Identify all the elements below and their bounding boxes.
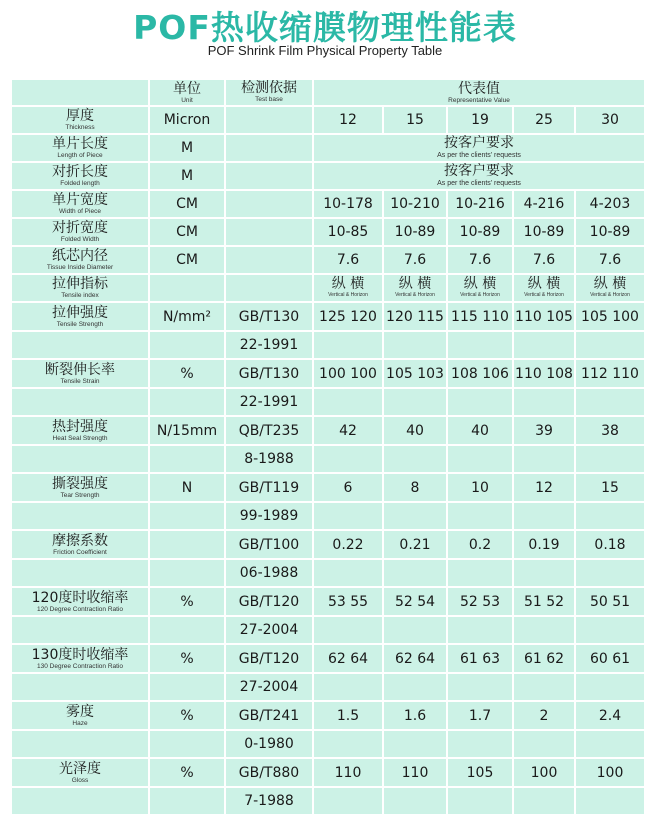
- row-unit: [149, 530, 225, 559]
- value-cell: 7.6: [313, 246, 383, 274]
- row-std: [225, 246, 313, 274]
- value-cell: 110: [383, 758, 447, 787]
- row-std: 22-1991: [225, 388, 313, 416]
- row-label: 130度时收缩率 130 Degree Contraction Ratio: [11, 644, 149, 673]
- table-row: [11, 359, 645, 388]
- value-cell: 52 54: [383, 587, 447, 616]
- row-std: GB/T119: [225, 473, 313, 502]
- value-cell: 15: [383, 106, 447, 134]
- row-label: 单片宽度 Width of Piece: [11, 190, 149, 218]
- row-unit: [149, 274, 225, 302]
- row-std: 27-2004: [225, 616, 313, 644]
- table-row: [11, 673, 645, 701]
- row-label: 断裂伸长率 Tensile Strain: [11, 359, 149, 388]
- value-cell: 42: [313, 416, 383, 445]
- value-cell: 10-89: [513, 218, 575, 246]
- header-representative: 代表值 Representative Value: [313, 79, 645, 106]
- value-cell: 12: [513, 473, 575, 502]
- table-row: [11, 644, 645, 673]
- page-subtitle: POF Shrink Film Physical Property Table: [207, 43, 443, 58]
- value-cell: 7.6: [513, 246, 575, 274]
- row-label: 厚度 Thickness: [11, 106, 149, 134]
- row-std: 99-1989: [225, 502, 313, 530]
- table-row: [11, 559, 645, 587]
- row-label: 对折宽度 Folded Width: [11, 218, 149, 246]
- row-unit: %: [149, 758, 225, 787]
- value-cell: 10-89: [383, 218, 447, 246]
- value-cell: 40: [447, 416, 513, 445]
- value-cell: 15: [575, 473, 645, 502]
- row-std: [225, 134, 313, 162]
- value-cell: 105 100: [575, 302, 645, 331]
- table-row: [11, 701, 645, 730]
- value-cell: 60 61: [575, 644, 645, 673]
- value-cell: 10-85: [313, 218, 383, 246]
- table-header-row: [11, 79, 645, 106]
- vh-cell: 纵 横 Vertical & Horizon: [575, 274, 645, 302]
- row-std: 22-1991: [225, 331, 313, 359]
- value-cell: 10: [447, 473, 513, 502]
- value-cell: 108 106: [447, 359, 513, 388]
- value-cell: 12: [313, 106, 383, 134]
- value-cell: 6: [313, 473, 383, 502]
- value-cell: 7.6: [383, 246, 447, 274]
- row-unit: Micron: [149, 106, 225, 134]
- value-cell: 110 108: [513, 359, 575, 388]
- row-std: 8-1988: [225, 445, 313, 473]
- value-cell: 115 110: [447, 302, 513, 331]
- table-row: [11, 473, 645, 502]
- merged-value: 按客户要求 As per the clients’ requests: [313, 134, 645, 162]
- value-cell: 8: [383, 473, 447, 502]
- value-cell: 0.21: [383, 530, 447, 559]
- row-unit: N/15mm: [149, 416, 225, 445]
- row-unit: CM: [149, 246, 225, 274]
- value-cell: 62 64: [313, 644, 383, 673]
- row-std: GB/T120: [225, 587, 313, 616]
- page-title: POF热收缩膜物理性能表: [133, 8, 517, 47]
- row-label: 撕裂强度 Tear Strength: [11, 473, 149, 502]
- table-row: [11, 106, 645, 134]
- value-cell: 0.2: [447, 530, 513, 559]
- table-row: [11, 787, 645, 815]
- merged-value: 按客户要求 As per the clients’ requests: [313, 162, 645, 190]
- value-cell: 61 63: [447, 644, 513, 673]
- row-unit: M: [149, 162, 225, 190]
- row-std: GB/T130: [225, 359, 313, 388]
- value-cell: 120 115: [383, 302, 447, 331]
- table-row: [11, 416, 645, 445]
- row-std: [225, 274, 313, 302]
- value-cell: 1.7: [447, 701, 513, 730]
- row-std: QB/T235: [225, 416, 313, 445]
- vh-cell: 纵 横 Vertical & Horizon: [513, 274, 575, 302]
- table-row: [11, 587, 645, 616]
- value-cell: 53 55: [313, 587, 383, 616]
- value-cell: 0.22: [313, 530, 383, 559]
- row-std: [225, 190, 313, 218]
- row-label: 纸芯内径 Tissue Inside Diameter: [11, 246, 149, 274]
- value-cell: 0.19: [513, 530, 575, 559]
- table-row: [11, 134, 645, 162]
- row-std: 27-2004: [225, 673, 313, 701]
- value-cell: 100: [575, 758, 645, 787]
- row-label: 拉伸指标 Tensile index: [11, 274, 149, 302]
- header-blank: [11, 79, 149, 106]
- value-cell: 62 64: [383, 644, 447, 673]
- table-row: [11, 162, 645, 190]
- value-cell: 2.4: [575, 701, 645, 730]
- row-std: 0-1980: [225, 730, 313, 758]
- row-std: [225, 106, 313, 134]
- value-cell: 105 103: [383, 359, 447, 388]
- table-row: [11, 302, 645, 331]
- value-cell: 100: [513, 758, 575, 787]
- value-cell: 7.6: [575, 246, 645, 274]
- value-cell: 0.18: [575, 530, 645, 559]
- header-unit: 单位 Unit: [149, 79, 225, 106]
- row-std: GB/T130: [225, 302, 313, 331]
- table-row: [11, 530, 645, 559]
- table-row: [11, 331, 645, 359]
- row-unit: %: [149, 359, 225, 388]
- row-label: 120度时收缩率 120 Degree Contraction Ratio: [11, 587, 149, 616]
- value-cell: 39: [513, 416, 575, 445]
- value-cell: 40: [383, 416, 447, 445]
- row-label: 对折长度 Folded length: [11, 162, 149, 190]
- value-cell: 10-89: [575, 218, 645, 246]
- row-label: 热封强度 Heat Seal Strength: [11, 416, 149, 445]
- row-unit: CM: [149, 218, 225, 246]
- row-unit: N: [149, 473, 225, 502]
- value-cell: 100 100: [313, 359, 383, 388]
- value-cell: 38: [575, 416, 645, 445]
- value-cell: 25: [513, 106, 575, 134]
- row-unit: CM: [149, 190, 225, 218]
- value-cell: 7.6: [447, 246, 513, 274]
- value-cell: 110 105: [513, 302, 575, 331]
- value-cell: 2: [513, 701, 575, 730]
- table-row: [11, 758, 645, 787]
- value-cell: 51 52: [513, 587, 575, 616]
- row-unit: N/mm²: [149, 302, 225, 331]
- row-label: 摩擦系数 Friction Coefficient: [11, 530, 149, 559]
- table-row: [11, 730, 645, 758]
- value-cell: 10-89: [447, 218, 513, 246]
- value-cell: 105: [447, 758, 513, 787]
- table-row: [11, 190, 645, 218]
- row-std: [225, 162, 313, 190]
- property-table: [10, 78, 646, 816]
- row-std: GB/T880: [225, 758, 313, 787]
- value-cell: 1.6: [383, 701, 447, 730]
- table-row: [11, 218, 645, 246]
- row-std: [225, 218, 313, 246]
- row-std: 06-1988: [225, 559, 313, 587]
- table-row: [11, 274, 645, 302]
- value-cell: 125 120: [313, 302, 383, 331]
- row-unit: %: [149, 701, 225, 730]
- value-cell: 10-178: [313, 190, 383, 218]
- row-unit: M: [149, 134, 225, 162]
- row-label: 单片长度 Length of Piece: [11, 134, 149, 162]
- value-cell: 52 53: [447, 587, 513, 616]
- value-cell: 4-216: [513, 190, 575, 218]
- value-cell: 19: [447, 106, 513, 134]
- row-std: GB/T100: [225, 530, 313, 559]
- vh-cell: 纵 横 Vertical & Horizon: [447, 274, 513, 302]
- vh-cell: 纵 横 Vertical & Horizon: [313, 274, 383, 302]
- table-row: [11, 445, 645, 473]
- header-test-base: 检测依据 Test base: [225, 79, 313, 106]
- table-row: [11, 246, 645, 274]
- value-cell: 10-210: [383, 190, 447, 218]
- value-cell: 4-203: [575, 190, 645, 218]
- table-row: [11, 388, 645, 416]
- value-cell: 50 51: [575, 587, 645, 616]
- row-std: GB/T120: [225, 644, 313, 673]
- row-std: 7-1988: [225, 787, 313, 815]
- row-std: GB/T241: [225, 701, 313, 730]
- value-cell: 30: [575, 106, 645, 134]
- table-row: [11, 502, 645, 530]
- row-label: 光泽度 Gloss: [11, 758, 149, 787]
- value-cell: 110: [313, 758, 383, 787]
- table-row: [11, 616, 645, 644]
- row-label: 拉伸强度 Tensile Strength: [11, 302, 149, 331]
- value-cell: 112 110: [575, 359, 645, 388]
- row-unit: %: [149, 587, 225, 616]
- row-unit: %: [149, 644, 225, 673]
- row-label: 雾度 Haze: [11, 701, 149, 730]
- value-cell: 1.5: [313, 701, 383, 730]
- vh-cell: 纵 横 Vertical & Horizon: [383, 274, 447, 302]
- value-cell: 10-216: [447, 190, 513, 218]
- value-cell: 61 62: [513, 644, 575, 673]
